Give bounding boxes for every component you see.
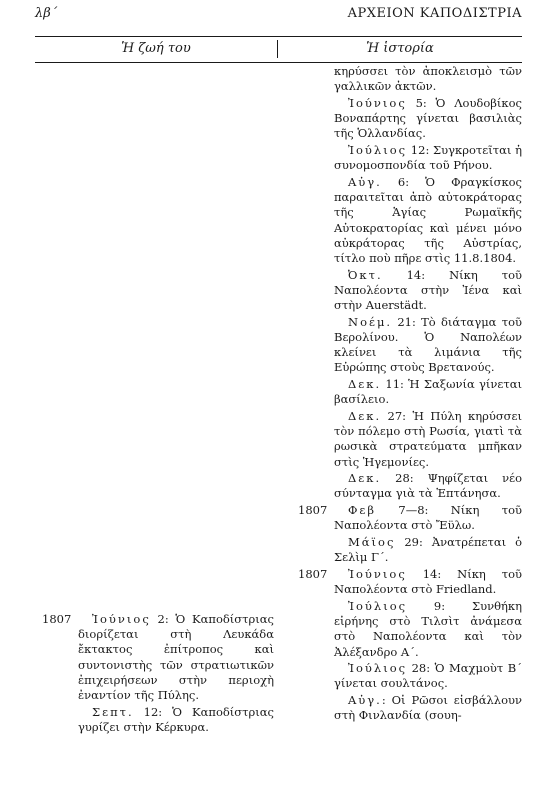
history-entry (334, 409, 522, 470)
entry-text: 6: Ὁ Φραγκίσκος παραιτεῖται ἀπὸ αὐτοκράτορας τῆς Ἁγίας Ρωμαϊκῆς Αὐτοκρατορίας καὶ μένει μόνο αὐκράτορας τῆς Αὐστρίας, τίτλο ποὺ πῆρε στὶς 11.8.1804. (334, 174, 522, 265)
entry-date: Φεβ (348, 503, 377, 518)
history-entry (334, 96, 522, 142)
entry-date: Μάϊος (348, 535, 396, 550)
entry-year: 1807 (298, 567, 328, 581)
entry-date: Δεκ. (348, 408, 382, 423)
history-entry (334, 471, 522, 501)
entry-date: Αὐγ. (348, 174, 382, 189)
history-entry (334, 268, 522, 314)
entry-date: Ἰούλιος (348, 661, 408, 676)
entry-text: 28: Ὁ Μαχμοὺτ Β΄ γίνεται σουλτάνος. (334, 661, 522, 691)
left-column-heading: Ἡ ζωή του (121, 41, 191, 56)
entry-date: Ἰούλιος (348, 598, 408, 613)
entry-date: Ἰούλιος (348, 143, 408, 158)
entry-text: 28: Ψηφίζεται νέο σύνταγμα γιὰ τὰ Ἑπτάνησα. (334, 471, 522, 501)
entry-text: 29: Ἀνατρέπεται ὁ Σελὶμ Γ΄. (334, 535, 522, 565)
entry-text: 9: Συνθήκη εἰρήνης στὸ Τιλσὶτ ἀνάμεσα στὸ Ναπολέοντα καὶ τὸν Ἀλέξανδρο Α΄. (334, 598, 522, 659)
history-entry (334, 377, 522, 407)
entry-text: 14: Νίκη τοῦ Ναπολέοντα στὴν Ἰένα καὶ στὴν Auerstädt. (334, 267, 522, 313)
entry-text: 14: Νίκη τοῦ Ναπολέοντα στὸ Friedland. (334, 567, 522, 597)
entry-text: 11: Ἡ Σαξωνία γίνεται βασίλειο. (334, 377, 522, 407)
entry-text: 21: Τὸ διάταγμα τοῦ Βερολίνου. Ὁ Ναπολέων κλείνει τὰ λιμάνια τῆς Εὐρώπης στοὺς Βρετανούς. (334, 314, 522, 375)
history-entry (298, 567, 522, 597)
entry-text: 27: Ἡ Πύλη κηρύσσει τὸν πόλεμο στὴ Ρωσία, γιατὶ τὰ ρωσικὰ στρατεύματα μπῆκαν στὶς Ἡγεμονίες. (334, 408, 522, 469)
history-entry (298, 503, 522, 533)
entry-text: κηρύσσει τὸν ἀποκλεισμὸ τῶν γαλλικῶν ἀκτῶν. (334, 64, 522, 94)
entry-date: Ὀκτ. (348, 267, 383, 282)
entry-date: Νοέμ. (348, 314, 393, 329)
right-column-heading: Ἡ ἱστορία (366, 41, 434, 56)
history-entry (334, 315, 522, 376)
life-entry (78, 705, 274, 735)
top-rule (35, 36, 522, 37)
running-title: ΑΡΧΕΙΟΝ ΚΑΠΟΔΙΣΤΡΙΑ (347, 6, 522, 21)
entry-date: Δεκ. (348, 471, 382, 486)
history-entry (334, 599, 522, 660)
history-column (298, 64, 522, 725)
entry-date: Ἰούνιος (348, 567, 407, 581)
history-entry (334, 175, 522, 266)
entry-text: 5: Ὁ Λουδοβίκος Βοναπάρτης γίνεται βασιλιὰς τῆς Ὁλλανδίας. (334, 95, 522, 141)
page-number: λβ΄ (35, 6, 58, 21)
history-entry (334, 693, 522, 723)
entry-date: Αὐγ. (348, 693, 382, 708)
history-entry (334, 661, 522, 691)
entry-date: Σεπτ. (92, 704, 134, 719)
entry-date: Ἰούνιος (348, 95, 407, 110)
life-entry (42, 612, 274, 703)
history-entry (334, 64, 522, 94)
entry-date: Ἰούνιος (92, 612, 151, 626)
entry-text: 2: Ὁ Καποδίστριας διορίζεται στὴ Λευκάδα ἔκτακτος ἐπίτροπος καὶ συντονιστὴς τῶν στρατιωτικῶν ἐπιχειρήσεων στὴν περιοχὴ ἐναντίον τῆς Πύλης. (78, 612, 274, 703)
entry-year: 1807 (42, 612, 72, 626)
history-entry (334, 143, 522, 173)
entry-text: : Οἱ Ρῶσοι εἰσβάλλουν στὴ Φινλανδία (σουη- (334, 693, 522, 723)
life-column (42, 612, 274, 737)
entry-date: Δεκ. (348, 377, 382, 392)
heading-rule (35, 62, 522, 63)
entry-year: 1807 (298, 503, 328, 518)
entry-text: 12: Ὁ Καποδίστριας γυρίζει στὴν Κέρκυρα. (78, 704, 274, 734)
history-entry (334, 535, 522, 565)
entry-text: 12: Συγκροτεῖται ἡ συνομοσπονδία τοῦ Ρήνου. (334, 143, 522, 173)
entry-text: 7—8: Νίκη τοῦ Ναπολέοντα στὸ Ἔϋλω. (334, 503, 522, 533)
